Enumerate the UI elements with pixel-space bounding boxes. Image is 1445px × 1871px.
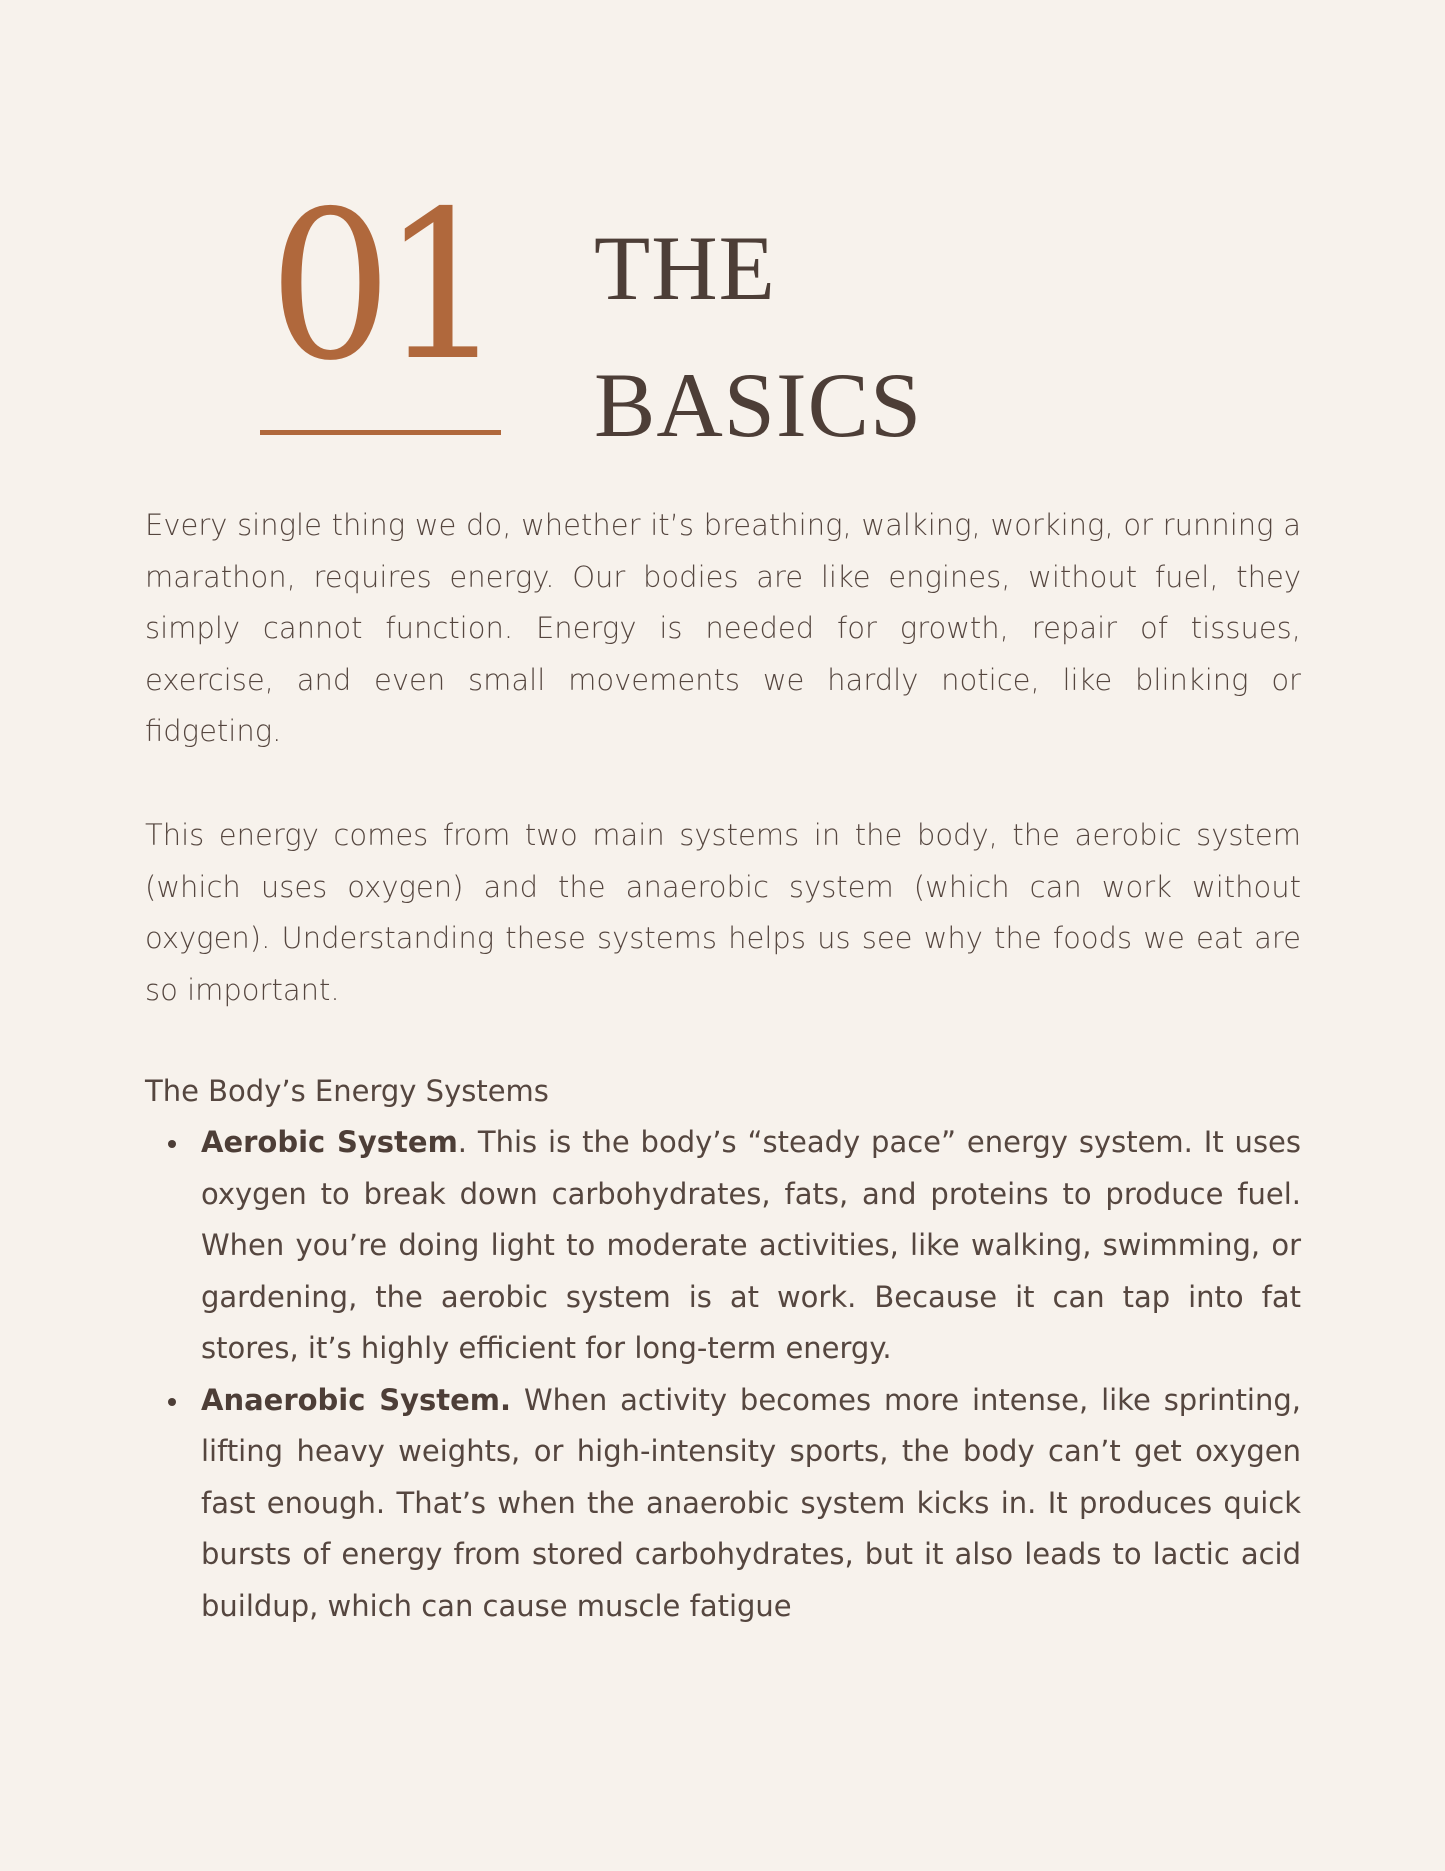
section-heading: The Body’s Energy Systems bbox=[145, 1074, 549, 1108]
list-item-text: . This is the body’s “steady pace” energy system. It uses oxygen to break down carbohydrates, fats, and proteins to produce fuel. When you’re doing light to moderate activities, like walking, swimming, or gardening, the aerobic system is at work. Because it can tap into fat stores, it’s highly efficient for long-term energy. bbox=[201, 1125, 1302, 1365]
energy-systems-list bbox=[145, 1117, 1301, 1632]
list-item-aerobic bbox=[145, 1117, 1301, 1375]
intro-paragraph-2: This energy comes from two main systems in the body, the aerobic system (which uses oxygen) and the anaerobic system (which can work without oxygen). Understanding these systems helps us see why the foods we eat are so important. bbox=[145, 818, 1301, 1007]
chapter-title-line-2: BASICS bbox=[594, 354, 923, 456]
chapter-title bbox=[594, 200, 922, 474]
bullet-icon bbox=[168, 1140, 176, 1148]
chapter-number-underline bbox=[260, 430, 501, 435]
list-item-text: When activity becomes more intense, like sprinting, lifting heavy weights, or high-intensity sports, the body can’t get oxygen fast enough. That’s when the anaerobic system kicks in. It produces quick bursts of energy from stored carbohydrates, but it also leads to lactic acid buildup, which can cause muscle fatigue bbox=[201, 1382, 1301, 1623]
bullet-icon bbox=[168, 1398, 176, 1406]
intro-paragraph-1: Every single thing we do, whether it’s breathing, walking, working, or running a marathon, requires energy. Our bodies are like engines, without fuel, they simply cannot function. Energy is needed for growth, repair of tissues, exercise, and even small movements we hardly notice, like blinking or fidgeting. bbox=[145, 508, 1301, 748]
list-item-anaerobic bbox=[145, 1375, 1301, 1633]
chapter-number: 01 bbox=[268, 168, 494, 406]
chapter-title-line-1: THE bbox=[594, 217, 776, 319]
list-item-term: Aerobic System bbox=[201, 1125, 458, 1159]
list-item-term: Anaerobic System. bbox=[201, 1382, 512, 1417]
